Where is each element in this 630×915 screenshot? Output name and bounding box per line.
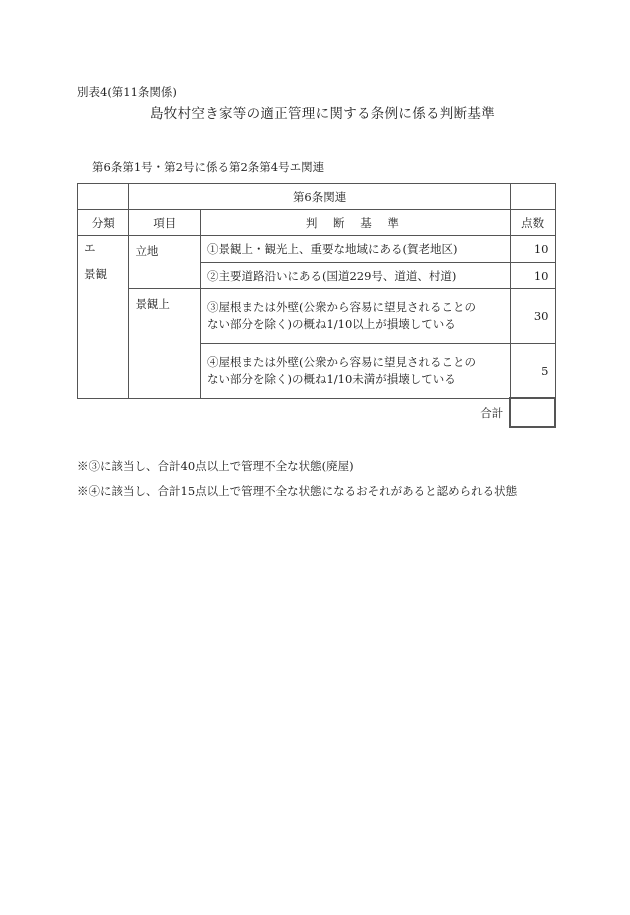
- criteria-cell: ②主要道路沿いにある(国道229号、道道、村道): [201, 263, 511, 289]
- section-heading: 第6条第1号・第2号に係る第2条第4号エ関連: [92, 160, 325, 174]
- score-cell: 10: [510, 236, 555, 263]
- document-title: 島牧村空き家等の適正管理に関する条例に係る判断基準: [150, 106, 495, 122]
- column-header-score: 点数: [510, 210, 555, 236]
- category-name: 景観: [84, 266, 107, 281]
- criteria-cell: ①景観上・観光上、重要な地域にある(賀老地区): [201, 236, 511, 263]
- category-cell: [78, 236, 129, 399]
- empty-header-cell: [510, 184, 555, 210]
- column-header-criteria: 判 断 基 準: [201, 210, 511, 236]
- total-label: 合計: [201, 398, 511, 427]
- footnote: ※③に該当し、合計40点以上で管理不全な状態(廃屋): [77, 459, 354, 473]
- footnote: ※④に該当し、合計15点以上で管理不全な状態になるおそれがあると認められる状態: [77, 484, 518, 498]
- empty-header-cell: [78, 184, 129, 210]
- item-landscape: 景観上: [129, 289, 201, 399]
- appendix-label: 別表4(第11条関係): [77, 85, 177, 99]
- table-row: [78, 289, 556, 344]
- criteria-line: ④屋根または外壁(公衆から容易に望見されることの: [207, 355, 476, 370]
- criteria-cell: [201, 344, 511, 399]
- criteria-line: ない部分を除く)の概ね1/10以上が損壊している: [207, 317, 456, 331]
- score-cell: 10: [510, 263, 555, 289]
- criteria-cell: [201, 289, 511, 344]
- total-value-box: [510, 398, 555, 427]
- table-total-row: [78, 398, 556, 427]
- item-location: 立地: [129, 236, 201, 289]
- score-cell: 5: [510, 344, 555, 399]
- criteria-line: ない部分を除く)の概ね1/10未満が損壊している: [207, 371, 456, 386]
- score-cell: 30: [510, 289, 555, 344]
- criteria-line: ③屋根または外壁(公衆から容易に望見されることの: [207, 300, 476, 315]
- column-header-category: 分類: [78, 210, 129, 236]
- criteria-table: [77, 183, 556, 428]
- table-group-header-row: [78, 184, 556, 210]
- group-header: 第6条関連: [129, 184, 510, 210]
- table-row: [78, 236, 556, 263]
- column-header-item: 項目: [129, 210, 201, 236]
- category-letter: エ: [84, 241, 96, 255]
- table-column-header-row: [78, 210, 556, 236]
